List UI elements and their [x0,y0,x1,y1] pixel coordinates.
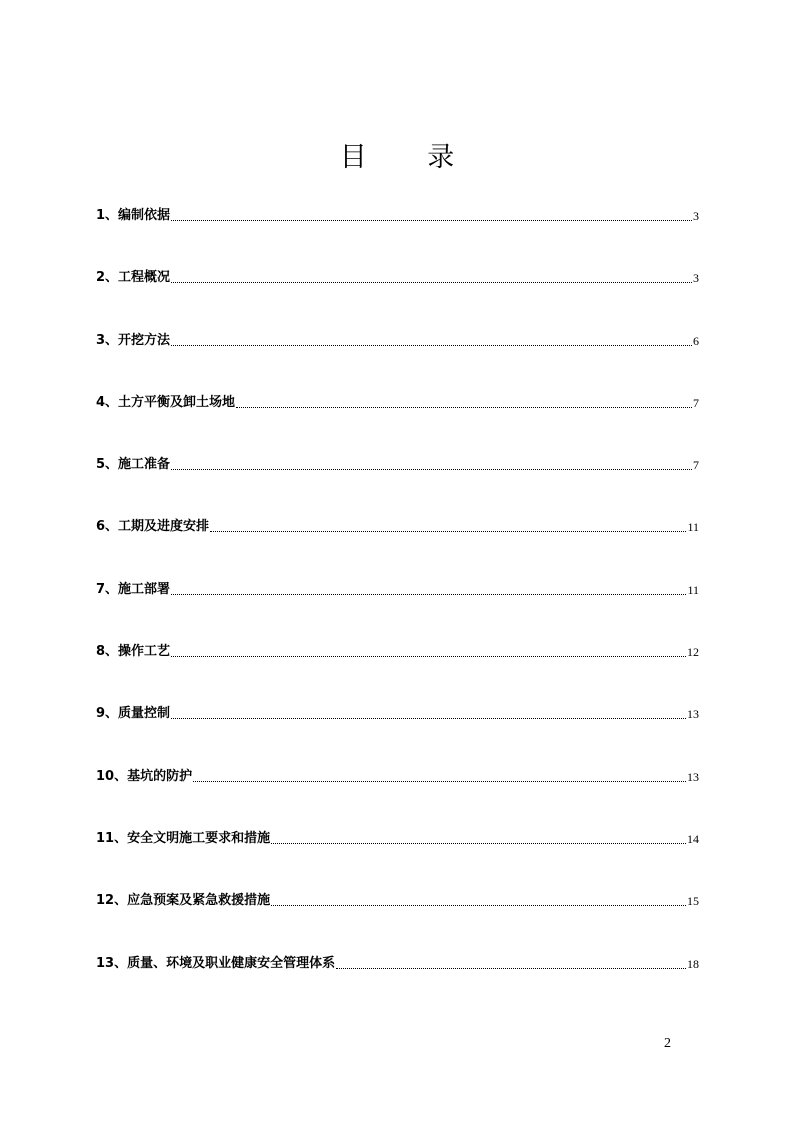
toc-entry-label: 2、工程概况 [96,270,171,286]
toc-entry-label: 3、开挖方法 [96,332,171,348]
toc-leader-dots [171,468,692,470]
toc-entry-page: 3 [693,209,699,223]
toc-leader-dots [171,344,692,346]
toc-entry-label: 4、土方平衡及卸土场地 [96,394,236,410]
toc-entry[interactable] [96,819,699,847]
toc-entry[interactable] [96,383,699,411]
toc-entry-label: 12、应急预案及紧急救援措施 [96,893,271,909]
toc-entry-label: 10、基坑的防护 [96,768,193,784]
toc-leader-dots [171,219,692,221]
toc-entry[interactable] [96,507,699,535]
toc-entry-page: 7 [693,458,699,473]
toc-entry[interactable] [96,944,699,972]
toc-entry[interactable] [96,445,699,473]
toc-entry-page: 14 [687,831,699,846]
toc-entry-page: 7 [693,395,699,410]
toc-leader-dots [171,593,686,595]
toc-entry-page: 15 [687,894,699,909]
toc-entry[interactable] [96,757,699,785]
toc-leader-dots [210,530,686,532]
toc-leader-dots [171,281,692,283]
toc-entry-page: 18 [687,956,699,971]
toc-entry-label: 8、操作工艺 [96,644,171,660]
toc-leader-dots [193,780,686,782]
toc-entry-page: 13 [687,707,699,722]
toc-entry-page: 12 [687,645,699,660]
toc-entry[interactable] [96,632,699,660]
toc-entry-page: 11 [687,520,699,535]
toc-entry-label: 6、工期及进度安排 [96,519,210,535]
toc-entry[interactable] [96,321,699,349]
toc-entry-label: 9、质量控制 [96,706,171,722]
toc-entry[interactable] [96,196,699,224]
toc-leader-dots [271,842,686,844]
toc-entry[interactable] [96,881,699,909]
toc-leader-dots [236,406,692,408]
page-number: 2 [664,1036,671,1051]
toc-entry-page: 6 [693,333,699,348]
toc-entry[interactable] [96,570,699,598]
toc-entry[interactable] [96,258,699,286]
toc-entry-page: 13 [687,769,699,784]
toc-entry-page: 3 [693,271,699,286]
toc-leader-dots [271,904,686,906]
toc-entry-label: 1、编制依据 [96,208,171,223]
toc-leader-dots [171,717,686,719]
toc-entry-page: 11 [687,582,699,597]
toc-entry-label: 5、施工准备 [96,457,171,473]
toc-entry-label: 7、施工部署 [96,581,171,597]
toc-leader-dots [336,967,686,969]
toc-entry-label: 11、安全文明施工要求和措施 [96,830,271,846]
toc-entry-label: 13、质量、环境及职业健康安全管理体系 [96,955,336,971]
toc-leader-dots [171,655,686,657]
toc-entry[interactable] [96,694,699,722]
table-of-contents [96,196,699,1006]
page-title: 目 录 [339,142,481,173]
